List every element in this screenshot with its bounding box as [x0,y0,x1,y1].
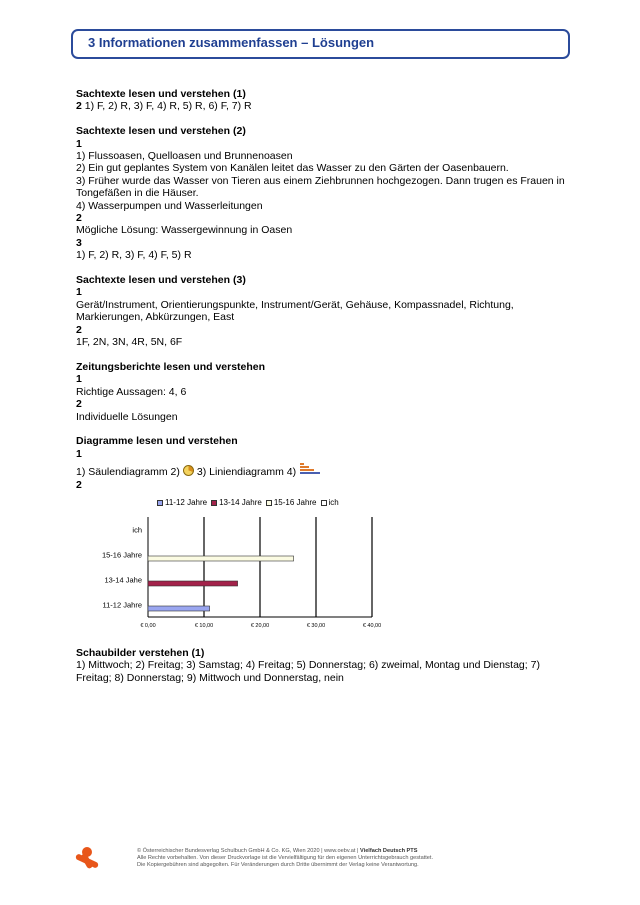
x-tick-label: € 20,00 [250,622,270,629]
legend-item: 13-14 Jahre [211,497,262,509]
task-number: 1 [76,137,82,150]
expense-bar-chart [82,497,382,637]
x-tick-label: € 40,00 [362,622,382,629]
x-tick-label: € 10,00 [194,622,214,629]
answer-text: Individuelle Lösungen [76,410,178,423]
answer-text: 1F, 2N, 3N, 4R, 5N, 6F [76,336,183,349]
chart-plot [82,497,382,637]
legend-item: 15-16 Jahre [266,497,317,509]
section-heading: Sachtexte lesen und verstehen (2) [76,125,246,138]
y-tick-label: 15-16 Jahre [101,550,142,560]
task-number: 3 [76,236,82,249]
footer-copyright: © Österreichischer Bundesverlag Schulbuch GmbH & Co. KG, Wien 2020 | www.oebv.at | Vielfach Deutsch PTS Alle Rechte vorbehalten. Von dieser Druckvorlage ist die Vervielfältigung für den eigenen Unterrichtsgebrauch gestattet. Die Kopiergebühren sind abgegolten. Für Veränderungen durch Dritte übernimmt der Verlag keine Verantwortung. [137,848,434,869]
section-schaubilder [76,647,566,684]
section-heading: Sachtexte lesen und verstehen (1) [76,88,246,100]
x-tick-label: € 30,00 [306,622,326,629]
header-box [71,29,570,59]
section-sachtexte-3 [76,274,566,348]
bar-chart-icon [300,463,322,475]
section-zeitungsberichte [76,361,566,423]
x-tick-label: € 0,00 [140,622,156,629]
answer-text: 1) Säulendiagramm 2) [76,466,180,479]
y-tick-label: 11-12 Jahre [102,600,142,610]
legend-item: ich [321,497,339,509]
y-tick-label: ich [132,525,142,535]
task-number: 1 [76,373,82,386]
task-number: 2 [76,323,82,336]
task-number: 2 [76,478,82,491]
task-number: 2 [76,100,82,113]
section-heading: Diagramme lesen und verstehen [76,435,238,448]
publisher-logo-icon [72,844,102,874]
task-number: 2 [76,398,82,411]
bar-13-14-jahre [148,581,238,586]
answer-text: 3) Früher wurde das Wasser von Tieren aus einem Ziehbrunnen hochgezogen. Dann trugen es Frauen in Tongefäßen in die Häuser. [76,174,565,200]
content [76,88,566,697]
answer-text: 3) Liniendiagramm 4) [196,466,297,479]
answer-text: Mögliche Lösung: Wassergewinnung in Oasen [76,224,293,237]
page-title: 3 Informationen zusammenfassen – Lösungen [88,35,375,50]
answer-text: 4) Wasserpumpen und Wasserleitungen [76,199,263,212]
section-heading: Zeitungsberichte lesen und verstehen [76,360,266,373]
legend-item: 11-12 Jahre [157,497,207,509]
section-diagramme [76,435,566,637]
pie-chart-icon [183,465,194,476]
answer-text: Richtige Aussagen: 4, 6 [76,385,187,398]
answer-text: Gerät/Instrument, Orientierungspunkte, Instrument/Gerät, Gehäuse, Kompassnadel, Richtung, Markierungen, Abkürzungen, East [76,298,514,324]
task-number: 1 [76,286,82,299]
section-heading: Schaubilder verstehen (1) [76,646,205,659]
answer-text: 1) F, 2) R, 3) F, 4) R, 5) R, 6) F, 7) R [84,100,252,113]
answer-text: 1) Flussoasen, Quelloasen und Brunnenoasen [76,150,293,163]
bar-11-12-jahre [148,606,210,611]
task-number: 1 [76,447,82,460]
answer-text: 1) F, 2) R, 3) F, 4) F, 5) R [76,249,192,262]
task-number: 2 [76,212,82,225]
section-sachtexte-1 [76,88,566,113]
y-tick-label: 13-14 Jahe [104,575,142,585]
answer-text: 1) Mittwoch; 2) Freitag; 3) Samstag; 4) Freitag; 5) Donnerstag; 6) zweimal, Montag und Dienstag; 7) Freitag; 8) Donnerstag; 9) Mittwoch und Donnerstag, nein [76,659,540,684]
bar-15-16-jahre [148,556,294,561]
section-heading: Sachtexte lesen und verstehen (3) [76,274,246,287]
section-sachtexte-2 [76,125,566,261]
answer-text: 2) Ein gut geplantes System von Kanälen leitet das Wasser zu den Gärten der Oasenbauern. [76,162,509,175]
